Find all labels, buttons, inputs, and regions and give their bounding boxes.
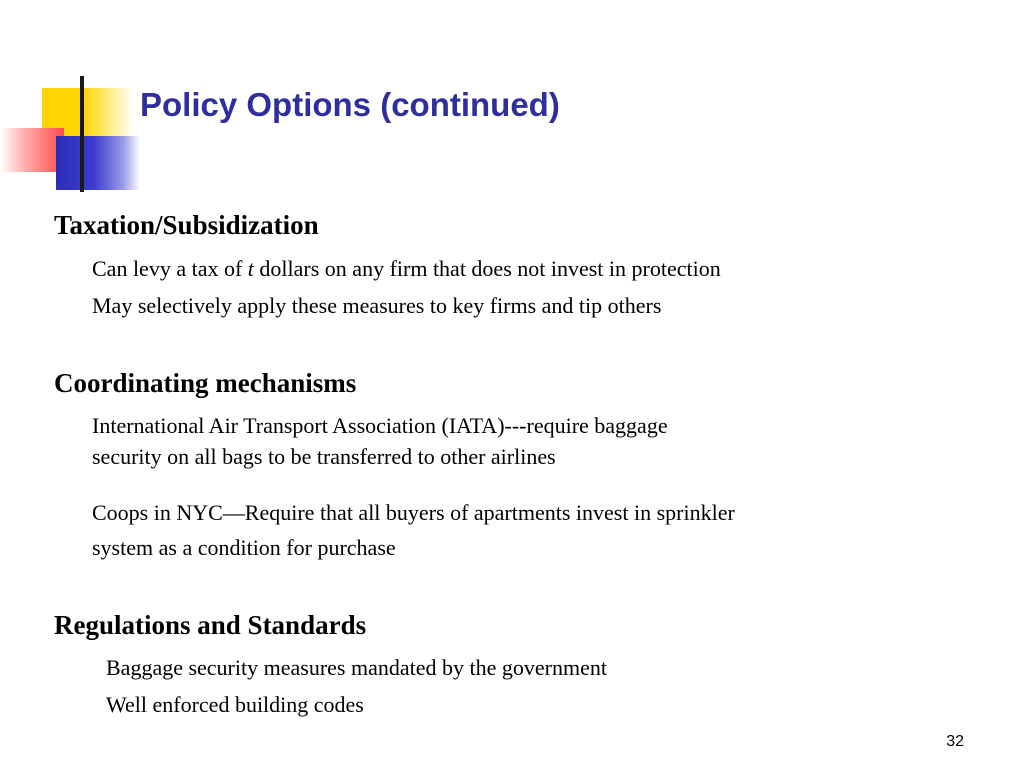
bullet-italic-variable: t [247, 256, 254, 281]
slide-title: Policy Options (continued) [140, 86, 560, 123]
page-number: 32 [946, 733, 964, 750]
section-heading-coordinating: Coordinating mechanisms [54, 368, 357, 398]
section-heading-regulations: Regulations and Standards [54, 610, 367, 640]
bullet-item: Coops in NYC—Require that all buyers of apartments invest in sprinkler [92, 500, 735, 525]
bullet-item: Baggage security measures mandated by the government [106, 655, 607, 680]
logo-red-block [0, 128, 64, 172]
bullet-item-continuation: system as a condition for purchase [92, 535, 396, 560]
bullet-item-continuation: security on all bags to be transferred to other airlines [92, 444, 556, 469]
bullet-item: Well enforced building codes [106, 692, 364, 717]
section-heading-taxation: Taxation/Subsidization [54, 210, 319, 240]
bullet-item: International Air Transport Association (IATA)---require baggage [92, 413, 668, 438]
bullet-text: dollars on any firm that does not invest in protection [253, 256, 721, 281]
logo-blue-block [56, 136, 140, 190]
bullet-text: Can levy a tax of [92, 256, 248, 281]
logo-vertical-line [80, 76, 84, 192]
bullet-item: May selectively apply these measures to key firms and tip others [92, 293, 662, 318]
bullet-item [92, 254, 721, 284]
